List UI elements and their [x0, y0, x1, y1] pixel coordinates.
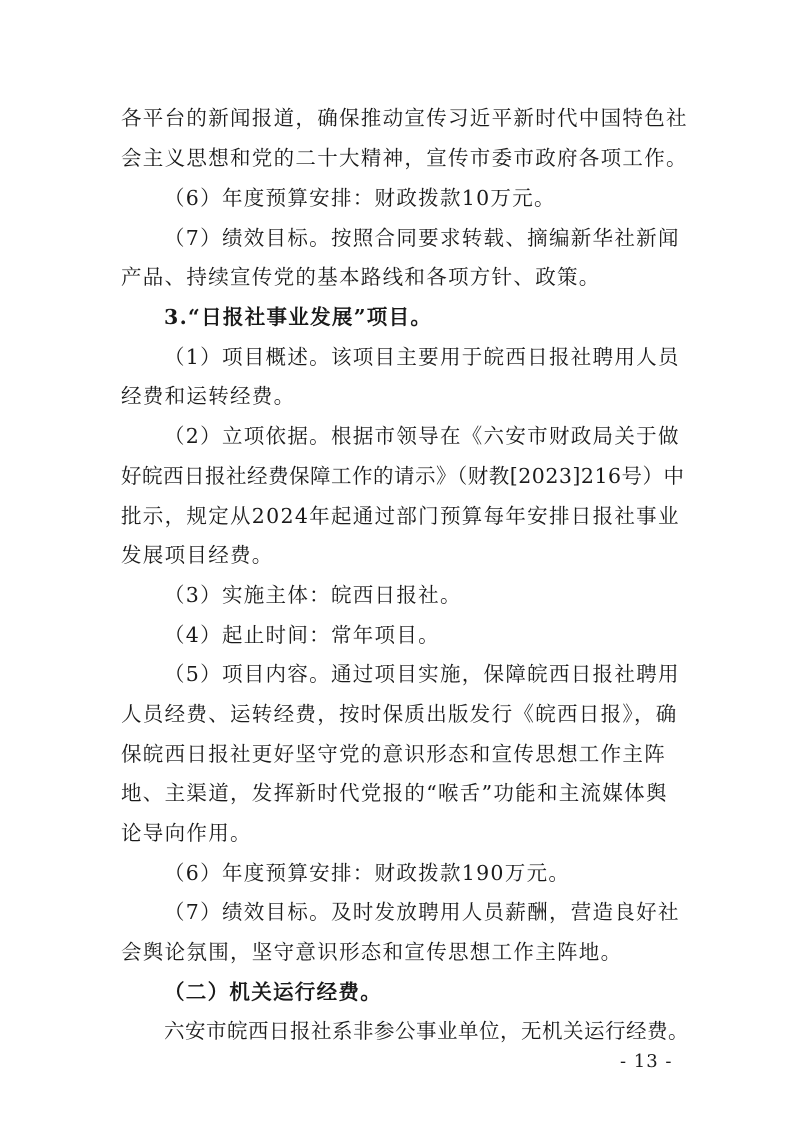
paragraph-line: 地、主渠道，发挥新时代党报的“喉舌”功能和主流媒体舆	[121, 781, 668, 805]
implementing-body-line: （3）实施主体：皖西日报社。	[164, 583, 462, 607]
paragraph-line: 发展项目经费。	[121, 543, 274, 567]
paragraph-line: 保皖西日报社更好坚守党的意识形态和宣传思想工作主阵	[121, 742, 666, 766]
paragraph-line: 论导向作用。	[121, 821, 252, 845]
paragraph-line: 会主义思想和党的二十大精神，宣传市委市政府各项工作。	[121, 146, 688, 170]
paragraph-line: 会舆论氛围，坚守意识形态和宣传思想工作主阵地。	[121, 940, 623, 964]
performance-goal-line: （7）绩效目标。及时发放聘用人员薪酬，营造良好社	[164, 900, 680, 924]
paragraph-line: 六安市皖西日报社系非参公事业单位，无机关运行经费。	[164, 1019, 689, 1043]
section-heading: （二）机关运行经费。	[164, 980, 382, 1004]
paragraph-line: 人员经费、运转经费，按时保质出版发行《皖西日报》，确	[121, 702, 678, 726]
paragraph-line: 经费和运转经费。	[121, 384, 296, 408]
page-number: - 13 -	[620, 1051, 673, 1072]
paragraph-line: 产品、持续宣传党的基本路线和各项方针、政策。	[121, 265, 601, 289]
project-basis-line: （2）立项依据。根据市领导在《六安市财政局关于做	[164, 424, 680, 448]
project-content-line: （5）项目内容。通过项目实施，保障皖西日报社聘用	[164, 662, 680, 686]
paragraph-line: 批示，规定从2024年起通过部门预算每年安排日报社事业	[121, 504, 680, 528]
duration-line: （4）起止时间：常年项目。	[164, 623, 440, 647]
budget-line: （6）年度预算安排：财政拨款190万元。	[164, 861, 571, 885]
paragraph-line: 各平台的新闻报道，确保推动宣传习近平新时代中国特色社	[121, 106, 688, 130]
project-overview-line: （1）项目概述。该项目主要用于皖西日报社聘用人员	[164, 345, 680, 369]
budget-line: （6）年度预算安排：财政拨款10万元。	[164, 186, 556, 210]
performance-goal-line: （7）绩效目标。按照合同要求转载、摘编新华社新闻	[164, 226, 680, 250]
section-heading: 3.“日报社事业发展”项目。	[164, 305, 433, 329]
paragraph-line: 好皖西日报社经费保障工作的请示》（财教[2023]216号）中	[121, 464, 685, 488]
